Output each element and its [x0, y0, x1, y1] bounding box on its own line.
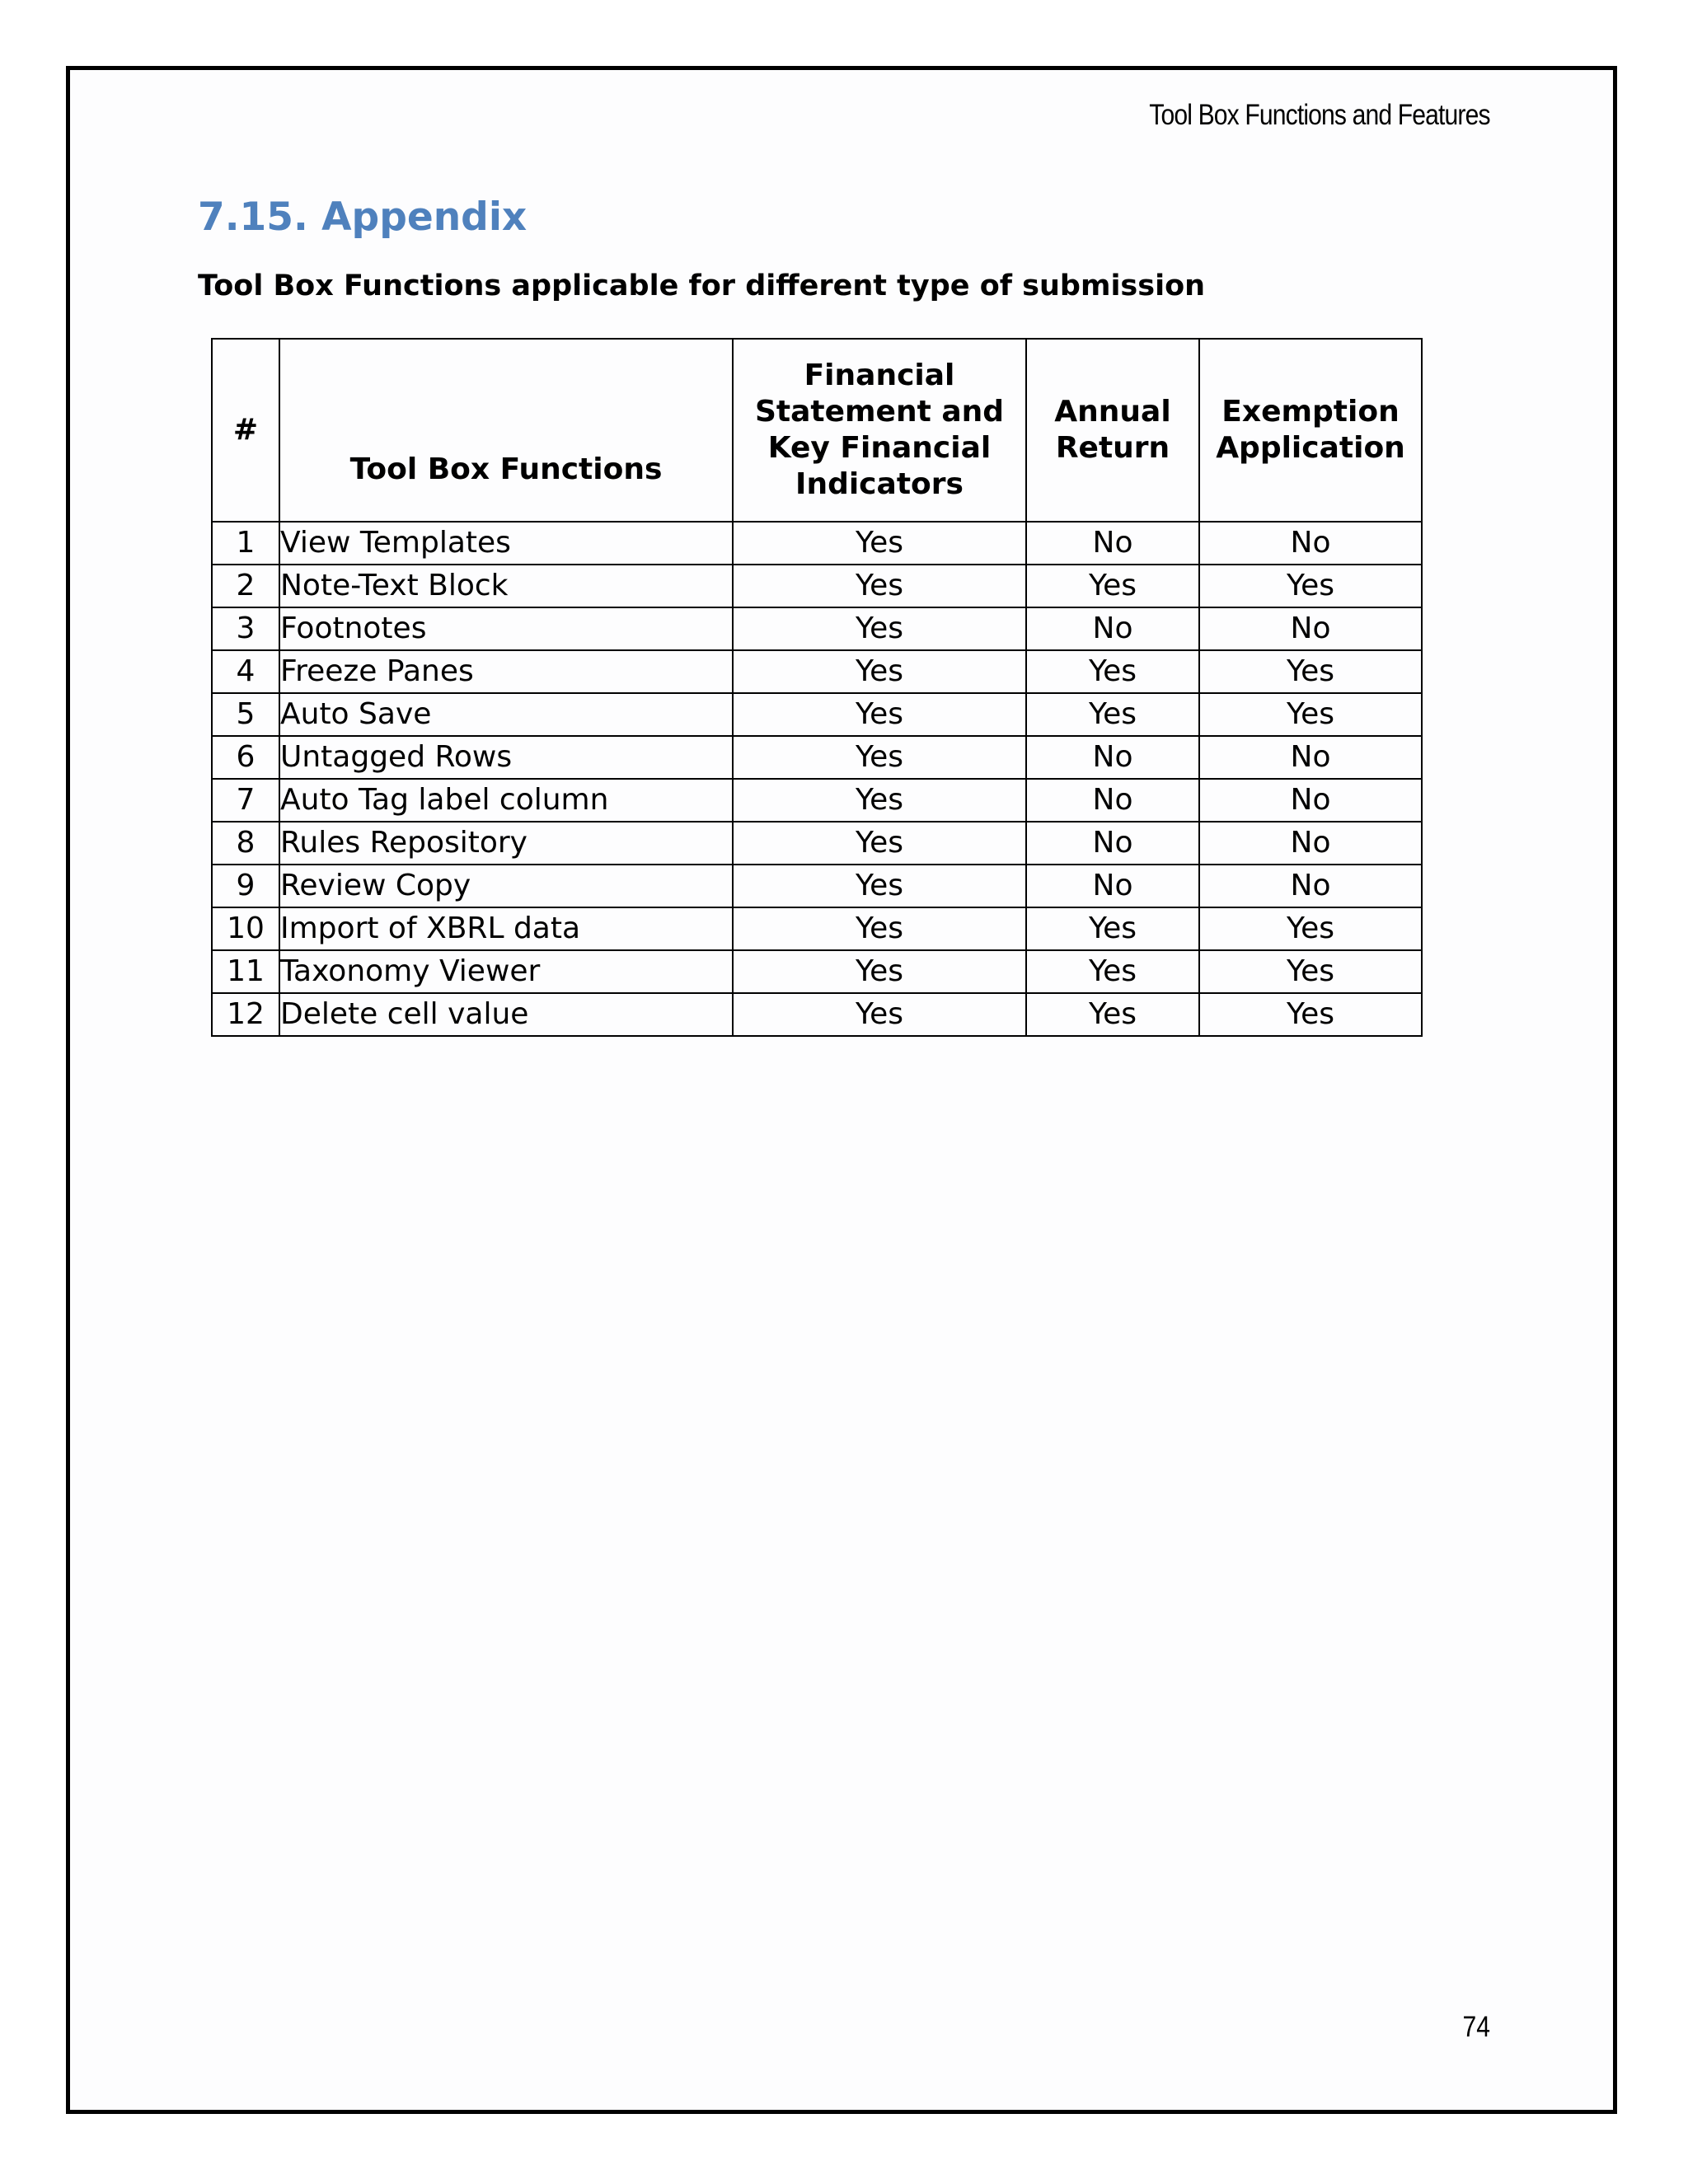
- row-financial: Yes: [733, 779, 1026, 822]
- row-annual: No: [1026, 779, 1199, 822]
- row-exemption: Yes: [1199, 650, 1422, 693]
- row-number: 1: [212, 522, 279, 565]
- row-number: 4: [212, 650, 279, 693]
- row-exemption: Yes: [1199, 565, 1422, 607]
- row-number: 12: [212, 993, 279, 1036]
- row-number: 9: [212, 865, 279, 907]
- row-annual: Yes: [1026, 950, 1199, 993]
- row-annual: No: [1026, 822, 1199, 865]
- row-financial: Yes: [733, 993, 1026, 1036]
- row-exemption: No: [1199, 522, 1422, 565]
- row-annual: Yes: [1026, 650, 1199, 693]
- row-financial: Yes: [733, 650, 1026, 693]
- row-annual: No: [1026, 607, 1199, 650]
- row-financial: Yes: [733, 950, 1026, 993]
- row-function: Delete cell value: [279, 993, 733, 1036]
- row-annual: No: [1026, 522, 1199, 565]
- table-row: [212, 522, 1422, 565]
- row-function: Auto Tag label column: [279, 779, 733, 822]
- row-financial: Yes: [733, 865, 1026, 907]
- table-row: [212, 693, 1422, 736]
- row-financial: Yes: [733, 565, 1026, 607]
- table-row: [212, 822, 1422, 865]
- row-function: Note-Text Block: [279, 565, 733, 607]
- row-number: 2: [212, 565, 279, 607]
- running-header: Tool Box Functions and Features: [1149, 99, 1490, 131]
- row-annual: Yes: [1026, 907, 1199, 950]
- row-number: 11: [212, 950, 279, 993]
- row-financial: Yes: [733, 822, 1026, 865]
- header-financial-statement: Financial Statement and Key Financial Indicators: [733, 339, 1026, 522]
- row-number: 5: [212, 693, 279, 736]
- header-annual-return: Annual Return: [1026, 339, 1199, 522]
- row-exemption: Yes: [1199, 693, 1422, 736]
- row-financial: Yes: [733, 736, 1026, 779]
- table-row: [212, 950, 1422, 993]
- row-exemption: Yes: [1199, 907, 1422, 950]
- row-financial: Yes: [733, 522, 1026, 565]
- row-exemption: No: [1199, 736, 1422, 779]
- row-exemption: No: [1199, 865, 1422, 907]
- table-row: [212, 607, 1422, 650]
- row-number: 3: [212, 607, 279, 650]
- row-annual: Yes: [1026, 565, 1199, 607]
- row-financial: Yes: [733, 907, 1026, 950]
- row-financial: Yes: [733, 607, 1026, 650]
- toolbox-functions-table: [211, 338, 1423, 1037]
- row-number: 8: [212, 822, 279, 865]
- row-exemption: Yes: [1199, 950, 1422, 993]
- row-annual: Yes: [1026, 693, 1199, 736]
- row-function: Untagged Rows: [279, 736, 733, 779]
- row-number: 6: [212, 736, 279, 779]
- table-row: [212, 907, 1422, 950]
- row-function: Footnotes: [279, 607, 733, 650]
- row-exemption: Yes: [1199, 993, 1422, 1036]
- header-number: #: [212, 339, 279, 522]
- row-function: Import of XBRL data: [279, 907, 733, 950]
- row-function: View Templates: [279, 522, 733, 565]
- row-function: Rules Repository: [279, 822, 733, 865]
- row-function: Freeze Panes: [279, 650, 733, 693]
- header-exemption-application: Exemption Application: [1199, 339, 1422, 522]
- table-row: [212, 993, 1422, 1036]
- table-row: [212, 779, 1422, 822]
- page-number: 74: [1462, 2011, 1490, 2043]
- table-header-row: [212, 339, 1422, 522]
- table-row: [212, 865, 1422, 907]
- table-row: [212, 650, 1422, 693]
- row-annual: No: [1026, 865, 1199, 907]
- header-tool-box-functions: Tool Box Functions: [279, 339, 733, 522]
- row-annual: Yes: [1026, 993, 1199, 1036]
- row-number: 7: [212, 779, 279, 822]
- row-number: 10: [212, 907, 279, 950]
- row-function: Review Copy: [279, 865, 733, 907]
- row-function: Auto Save: [279, 693, 733, 736]
- row-exemption: No: [1199, 779, 1422, 822]
- row-exemption: No: [1199, 607, 1422, 650]
- table-caption: Tool Box Functions applicable for different type of submission: [198, 269, 1206, 302]
- row-annual: No: [1026, 736, 1199, 779]
- row-function: Taxonomy Viewer: [279, 950, 733, 993]
- section-title: 7.15. Appendix: [198, 194, 528, 240]
- table-row: [212, 565, 1422, 607]
- row-financial: Yes: [733, 693, 1026, 736]
- row-exemption: No: [1199, 822, 1422, 865]
- table-row: [212, 736, 1422, 779]
